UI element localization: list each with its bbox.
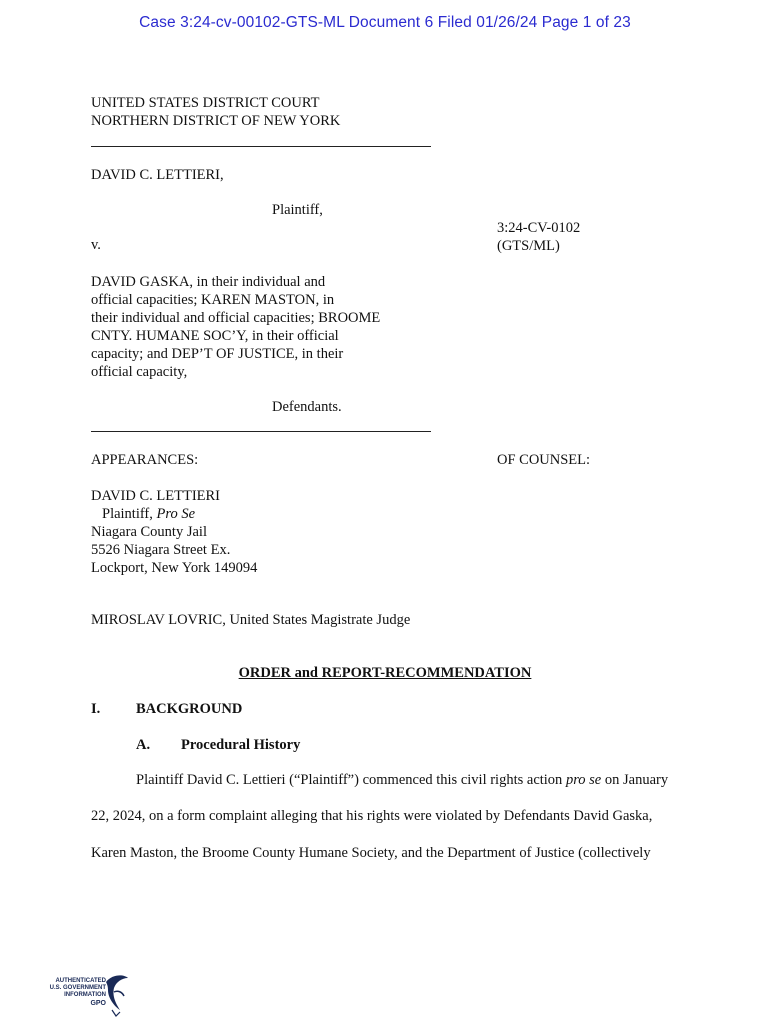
defendants-line: capacity; and DEP’T OF JUSTICE, in their — [91, 346, 344, 362]
body-italic-text: pro se — [565, 772, 602, 788]
section-title: BACKGROUND — [136, 701, 243, 717]
case-number — [497, 219, 580, 255]
document-title: ORDER and REPORT-RECOMMENDATION — [238, 665, 532, 681]
pro-se-text: Pro Se — [156, 506, 196, 522]
body-paragraph-line-1 — [136, 772, 668, 789]
subsection-letter: A. — [136, 737, 151, 753]
plaintiff-appearance — [91, 487, 257, 577]
gpo-logo-line: U.S. GOVERNMENT — [49, 985, 106, 991]
of-counsel-label: OF COUNSEL: — [497, 452, 591, 468]
defendants-line: official capacities; KAREN MASTON, in — [91, 292, 335, 308]
body-text: on January — [601, 772, 669, 788]
court-heading — [91, 94, 340, 130]
case-judges-line: (GTS/ML) — [497, 238, 560, 254]
court-name-line: UNITED STATES DISTRICT COURT — [91, 95, 320, 111]
case-number-line: 3:24-CV-0102 — [497, 220, 581, 236]
defendants-line: CNTY. HUMANE SOC’Y, in their official — [91, 328, 339, 344]
defendants-line: their individual and official capacities; BROOME — [91, 310, 381, 326]
plaintiff-name: DAVID C. LETTIERI, — [91, 167, 224, 183]
caption-divider-bottom — [91, 431, 431, 432]
defendants-role: Defendants. — [272, 399, 342, 415]
gpo-logo-line: INFORMATION — [64, 992, 106, 998]
versus-label: v. — [91, 237, 101, 253]
gpo-logo-mark: GPO — [90, 1000, 106, 1007]
court-district-line: NORTHERN DISTRICT OF NEW YORK — [91, 113, 341, 129]
subsection-title: Procedural History — [181, 737, 301, 753]
plaintiff-role: Plaintiff, — [272, 202, 323, 218]
defendants-list — [91, 273, 380, 381]
body-text: Plaintiff David C. Lettieri (“Plaintiff”) commenced this civil rights action — [136, 772, 566, 788]
appearance-party-name: DAVID C. LETTIERI — [91, 488, 221, 504]
appearance-party-role — [91, 505, 257, 523]
address-line: Lockport, New York 149094 — [91, 560, 258, 576]
address-line: Niagara County Jail — [91, 524, 207, 540]
defendants-line: official capacity, — [91, 364, 188, 380]
address-line: 5526 Niagara Street Ex. — [91, 542, 231, 558]
filing-header-stamp: Case 3:24-cv-00102-GTS-ML Document 6 Filed 01/26/24 Page 1 of 23 — [139, 14, 631, 31]
appearances-label: APPEARANCES: — [91, 452, 199, 468]
eagle-icon — [102, 972, 130, 1018]
judge-line: MIROSLAV LOVRIC, United States Magistrate Judge — [91, 612, 411, 628]
body-paragraph-line-2: 22, 2024, on a form complaint alleging that his rights were violated by Defendants David Gaska, — [91, 808, 653, 824]
gpo-authenticated-logo — [44, 972, 130, 1018]
section-number: I. — [91, 701, 101, 717]
party-role-text: Plaintiff, — [102, 506, 157, 522]
caption-divider-top — [91, 146, 431, 147]
body-paragraph-line-3: Karen Maston, the Broome County Humane Society, and the Department of Justice (collectively — [91, 845, 651, 861]
gpo-logo-line: AUTHENTICATED — [55, 978, 106, 984]
defendants-line: DAVID GASKA, in their individual and — [91, 274, 326, 290]
